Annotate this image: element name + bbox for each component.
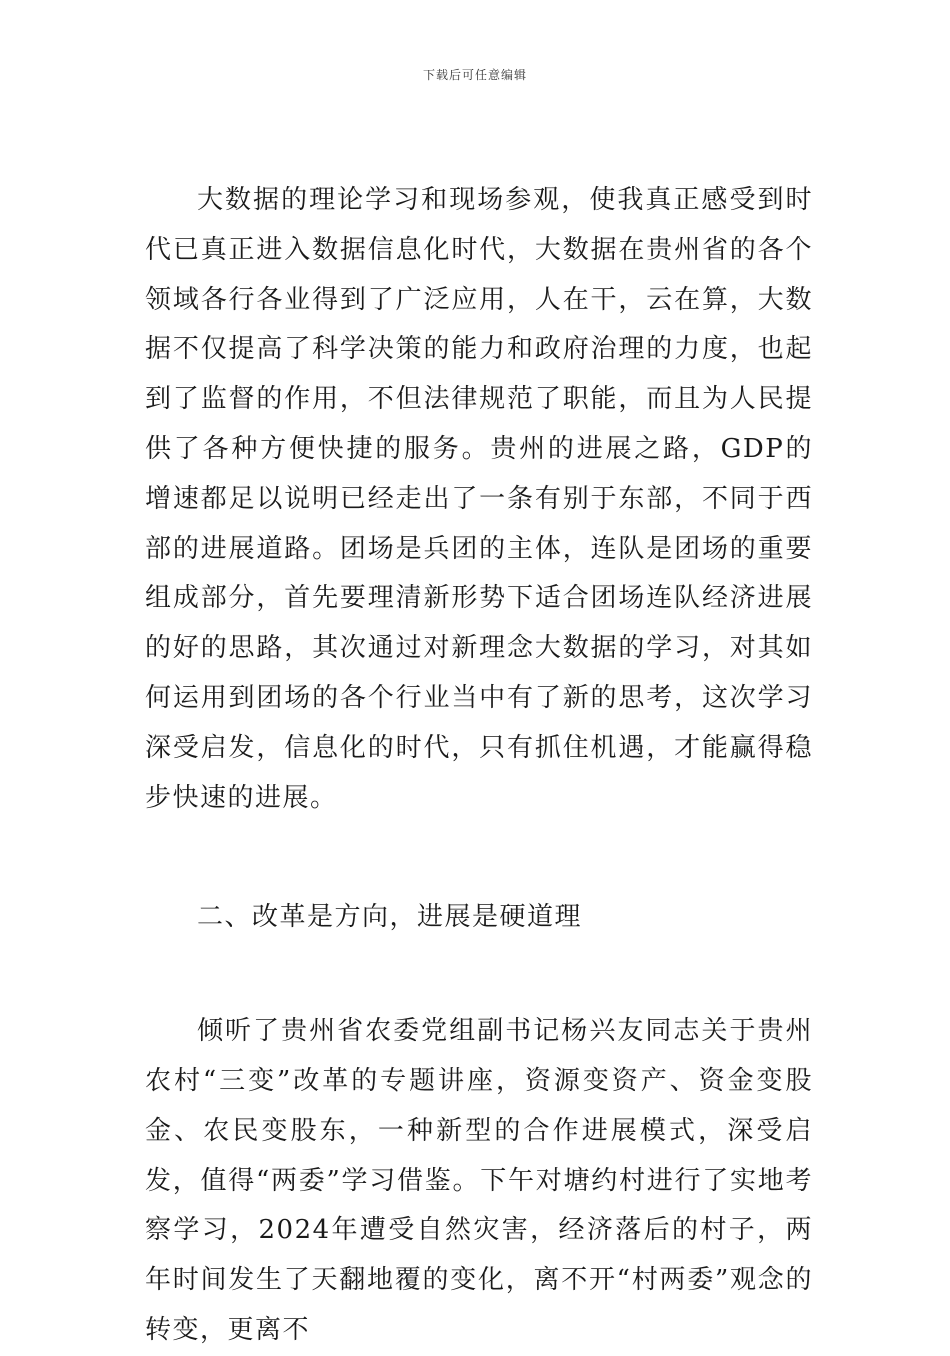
paragraph-three-changes: 倾听了贵州省农委党组副书记杨兴友同志关于贵州农村“三变”改革的专题讲座，资源变资产、资金变股金、农民变股东，一种新型的合作进展模式，深受启发，值得“两委”学习借鉴。下午对塘约村进行了实地考察学习，2024年遭受自然灾害，经济落后的村子，两年时间发生了天翻地覆的变化，离不开“村两委”观念的转变，更离不	[145, 1016, 813, 1345]
section-heading-reform: 二、改革是方向，进展是硬道理	[197, 902, 583, 933]
paragraph-spacer	[145, 943, 813, 1007]
page-header-note: 下载后可任意编辑	[422, 68, 527, 82]
paragraph-big-data: 大数据的理论学习和现场参观，使我真正感受到时代已真正进入数据信息化时代，大数据在贵州省的各个领域各行各业得到了广泛应用，人在干，云在算，大数据不仅提高了科学决策的能力和政府治理的力度，也起到了监督的作用，不但法律规范了职能，而且为人民提供了各种方便快捷的服务。贵州的进展之路，GDP的增速都足以说明已经走出了一条有别于东部，不同于西部的进展道路。团场是兵团的主体，连队是团场的重要组成部分，首先要理清新形势下适合团场连队经济进展的好的思路，其次通过对新理念大数据的学习，对其如何运用到团场的各个行业当中有了新的思考，这次学习深受启发，信息化的时代，只有抓住机遇，才能赢得稳步快速的进展。	[145, 185, 813, 813]
document-body	[145, 176, 813, 1356]
paragraph-spacer	[145, 823, 813, 893]
